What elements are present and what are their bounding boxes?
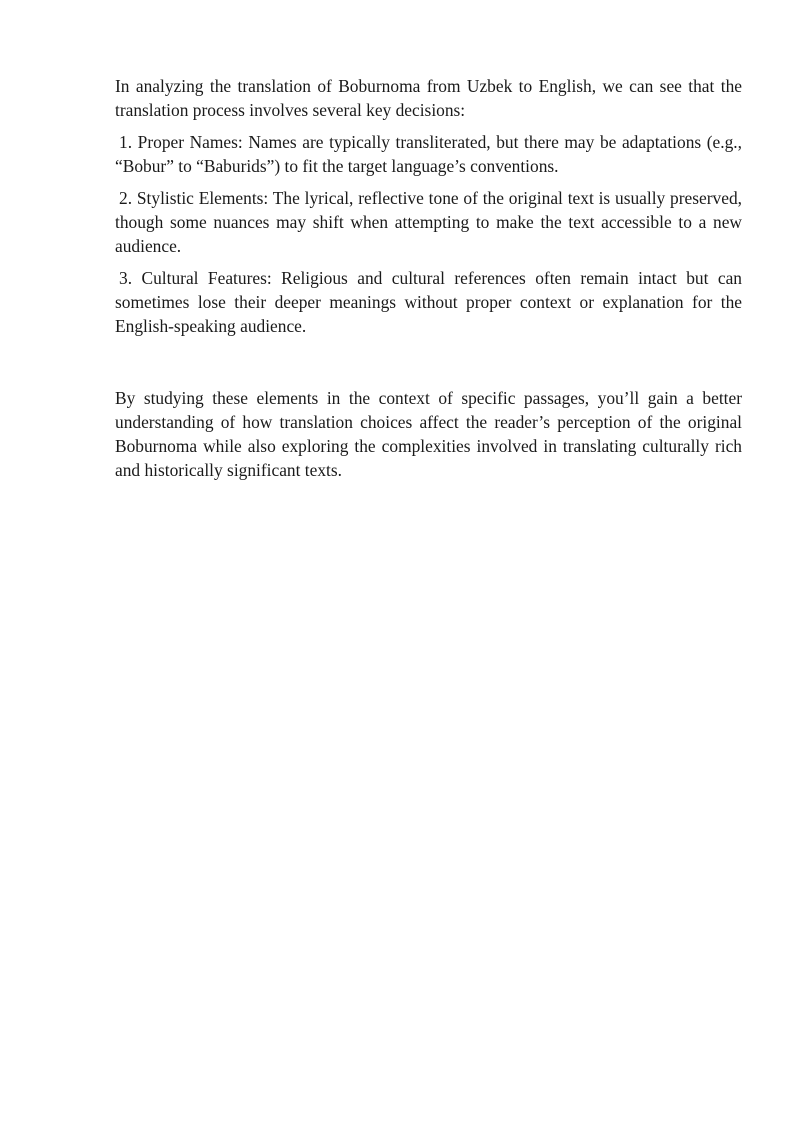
paragraph-spacer [115,346,742,386]
intro-paragraph: In analyzing the translation of Boburnoma from Uzbek to English, we can see that the translation process involves several key decisions: [115,76,742,120]
list-item-title: Proper Names: [137,132,243,152]
list-item-title: Stylistic Elements: [136,188,269,208]
list-item-text: The lyrical, reflective tone of the original text is usually preserved, though some nuances may shift when attempting to make the text accessible to a new audience. [115,188,742,256]
list-item-cultural-features [115,266,742,338]
list-item-text: Religious and cultural references often remain intact but can sometimes lose their deeper meanings without proper context or explanation for the English-speaking audience. [115,268,742,336]
list-item-number: 3. [119,268,133,288]
conclusion-paragraph: By studying these elements in the context of specific passages, you’ll gain a better understanding of how translation choices affect the reader’s perception of the original Boburnoma while also exploring the complexities involved in translating culturally rich and historically significant texts. [115,388,742,480]
list-item-number: 2. [119,188,133,208]
list-item-proper-names [115,130,742,178]
document-page [115,74,742,482]
list-item-number: 1. [119,132,133,152]
list-item-title: Cultural Features: [141,268,272,288]
list-item-stylistic-elements [115,186,742,258]
list-item-text: Names are typically transliterated, but there may be adaptations (e.g., “Bobur” to “Baburids”) to fit the target language’s conventions. [115,132,743,176]
